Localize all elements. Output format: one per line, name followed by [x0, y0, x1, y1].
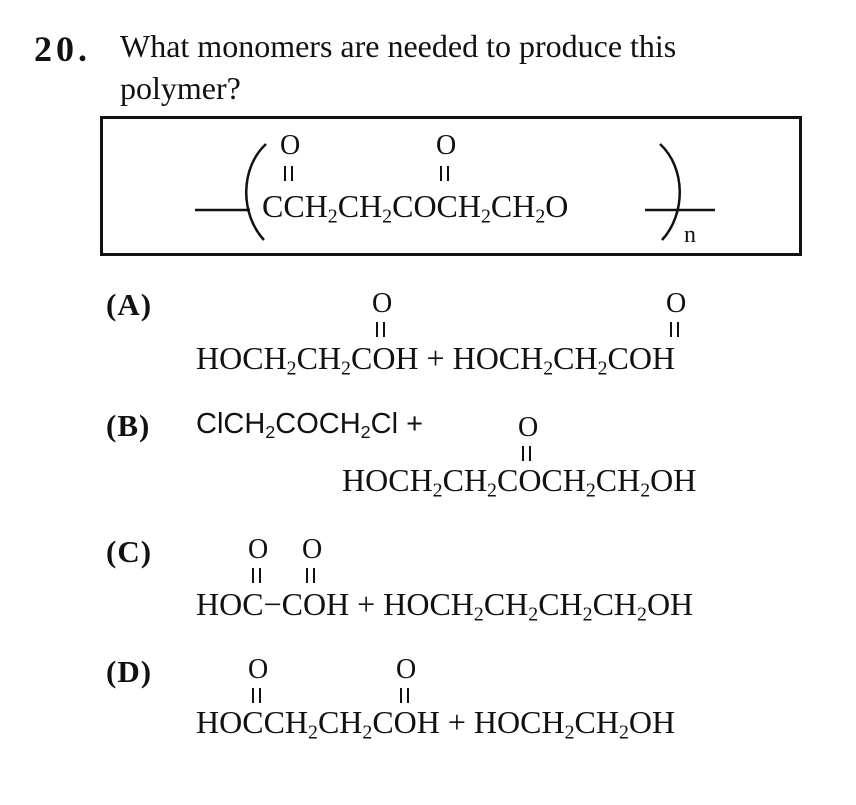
question-text-line1: What monomers are needed to produce this: [120, 28, 677, 64]
choice-c-formula: $HOC-COH + HOCH_2CH_2CH_2CH_2OH$: [196, 586, 694, 626]
polymer-repeat-subscript: n: [684, 222, 696, 248]
choice-d-double-bond-1: [252, 688, 261, 703]
choice-c-carbonyl-oxygen-1: O: [248, 534, 269, 565]
choice-a-formula: $HOCH_2CH_2COH$ + $HOCH_2CH_2COH$: [196, 340, 676, 380]
polymer-right-paren: [660, 144, 680, 240]
choice-a-carbonyl-oxygen-2: O: [666, 288, 687, 319]
choice-d-carbonyl-oxygen-2: O: [396, 654, 417, 685]
choice-a-double-bond-1: [376, 322, 385, 337]
choice-b-formula-line1: $ClCH_2COCH_2Cl$ +: [196, 408, 424, 443]
choice-c-label[interactable]: (C): [106, 534, 153, 569]
choice-a-carbonyl-oxygen-1: O: [372, 288, 393, 319]
polymer-chain-formula: $CCH_2CH_2COCH_2CH_2O$: [262, 188, 569, 228]
choice-c-carbonyl-oxygen-2: O: [302, 534, 323, 565]
choice-b-carbonyl-oxygen: O: [518, 412, 539, 443]
choice-b-label[interactable]: (B): [106, 408, 151, 443]
choice-d-formula: $HOCCH_2CH_2COH$ + $HOCH_2CH_2OH$: [196, 704, 676, 744]
choice-d-carbonyl-oxygen-1: O: [248, 654, 269, 685]
choice-a-double-bond-2: [670, 322, 679, 337]
choice-a-label[interactable]: (A): [106, 287, 153, 322]
question-number: 20.: [34, 29, 91, 69]
choice-b-formula-line2: $HOCH_2CH_2COCH_2CH_2OH$: [342, 462, 697, 502]
choice-b-double-bond: [522, 446, 531, 461]
polymer-carbonyl-oxygen-1: O: [280, 130, 301, 161]
choice-c-double-bond-2: [306, 568, 315, 583]
choice-d-double-bond-2: [400, 688, 409, 703]
polymer-carbonyl-oxygen-2: O: [436, 130, 457, 161]
polymer-double-bond-2: [440, 166, 449, 181]
question-text-line2: polymer?: [120, 70, 241, 106]
choice-d-label[interactable]: (D): [106, 654, 153, 689]
choice-c-double-bond-1: [252, 568, 261, 583]
polymer-double-bond-1: [284, 166, 293, 181]
